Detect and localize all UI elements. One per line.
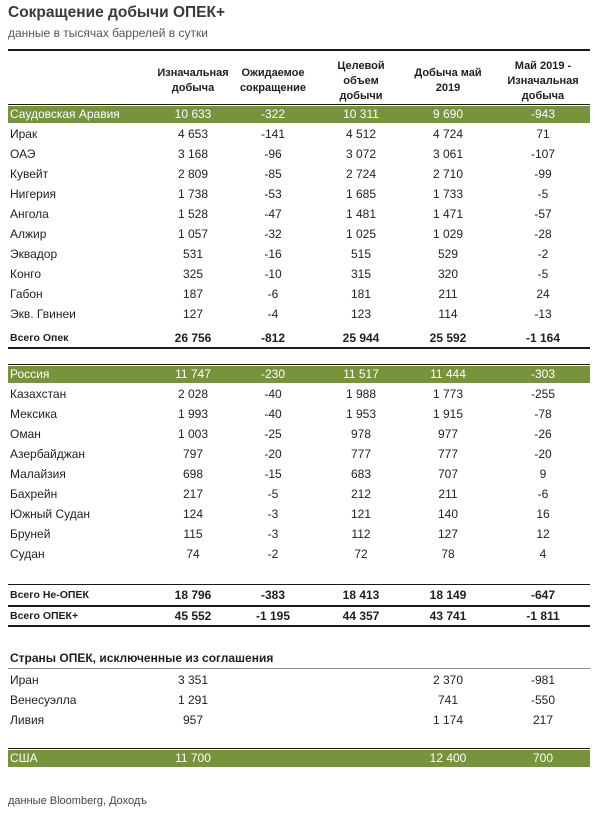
cell-production-may-2019: 1 029 <box>432 227 464 241</box>
cell-country-name: Ливия <box>10 713 45 727</box>
cell-may-vs-initial: 71 <box>536 127 550 141</box>
cell-initial-production: 2 809 <box>177 167 209 181</box>
cell-initial-production: 698 <box>182 467 204 481</box>
cell-production-may-2019: 3 061 <box>432 147 464 161</box>
cell-production-may-2019: 114 <box>438 307 458 321</box>
cell-initial-production: 10 633 <box>174 107 212 121</box>
table-row <box>8 329 590 349</box>
cell-may-vs-initial: -981 <box>530 673 556 687</box>
table-row <box>8 404 590 424</box>
cell-expected-cut: -47 <box>264 207 282 221</box>
cell-initial-production: 11 700 <box>175 751 211 765</box>
cell-may-vs-initial: -5 <box>537 187 549 201</box>
cell-target-volume: 4 512 <box>345 127 377 141</box>
cell-initial-production: 127 <box>182 307 204 321</box>
cell-production-may-2019: 4 724 <box>432 127 464 141</box>
cell-country-name: Эквадор <box>10 247 58 261</box>
cell-target-volume: 3 072 <box>345 147 377 161</box>
cell-may-vs-initial: -255 <box>530 387 556 401</box>
cell-expected-cut: -85 <box>264 167 282 181</box>
table-row <box>8 144 590 164</box>
table-row <box>8 124 590 144</box>
excluded-section-title <box>8 650 590 669</box>
cell-initial-production: 1 057 <box>177 227 209 241</box>
cell-target-volume: 112 <box>351 527 371 541</box>
cell-expected-cut: -322 <box>260 107 286 121</box>
cell-initial-production: 1 738 <box>177 187 209 201</box>
cell-initial-production: 797 <box>182 447 204 461</box>
cell-target-volume: 515 <box>350 247 372 261</box>
cell-target-volume: 123 <box>350 307 372 321</box>
cell-target-volume: 181 <box>350 287 372 301</box>
cell-production-may-2019: 211 <box>438 487 458 501</box>
cell-expected-cut: -2 <box>267 547 279 561</box>
cell-expected-cut: -20 <box>264 447 282 461</box>
table-row <box>8 670 590 690</box>
cell-production-may-2019: 777 <box>437 447 459 461</box>
cell-expected-cut: -32 <box>264 227 282 241</box>
divider <box>8 748 590 749</box>
cell-country-name: Оман <box>10 427 41 441</box>
cell-expected-cut <box>233 710 313 730</box>
table-row <box>8 484 590 504</box>
cell-may-vs-initial: -647 <box>530 588 556 602</box>
cell-may-vs-initial: -550 <box>530 693 556 707</box>
cell-production-may-2019: 1 773 <box>432 387 464 401</box>
cell-country-name: Кувейт <box>10 167 49 181</box>
cell-target-volume: 11 517 <box>343 367 379 381</box>
page-subtitle: данные в тысячах баррелей в сутки <box>8 26 208 40</box>
cell-country-name: Малайзия <box>10 467 66 481</box>
cell-expected-cut: -3 <box>267 507 279 521</box>
cell-country-name: Бахрейн <box>10 487 58 501</box>
table-row <box>8 750 590 767</box>
cell-may-vs-initial: -6 <box>537 487 549 501</box>
table-row <box>8 524 590 544</box>
table-row <box>8 690 590 710</box>
cell-initial-production: 2 028 <box>177 387 209 401</box>
cell-expected-cut: -96 <box>264 147 282 161</box>
cell-may-vs-initial: -107 <box>530 147 556 161</box>
cell-expected-cut: -40 <box>264 387 282 401</box>
cell-initial-production: 74 <box>186 547 200 561</box>
cell-expected-cut: -4 <box>267 307 279 321</box>
divider <box>8 104 590 105</box>
table-row <box>8 444 590 464</box>
header-expected-cut: Ожидаемое сокращение <box>239 67 307 94</box>
table-row <box>8 366 590 383</box>
cell-expected-cut: -383 <box>260 588 286 602</box>
cell-initial-production: 11 747 <box>175 367 211 381</box>
cell-country-name: Россия <box>10 367 50 381</box>
header-target-volume: Целевой объем добычи <box>337 59 385 102</box>
cell-may-vs-initial: -1 811 <box>526 609 560 623</box>
table-row <box>8 304 590 324</box>
table-row <box>8 605 590 627</box>
cell-initial-production: 115 <box>183 527 203 541</box>
cell-country-name: США <box>10 751 38 765</box>
table-row <box>8 544 590 564</box>
cell-expected-cut: -3 <box>267 527 279 541</box>
table-row <box>8 424 590 444</box>
table-row <box>8 204 590 224</box>
cell-production-may-2019: 211 <box>438 287 458 301</box>
cell-expected-cut: -40 <box>264 407 282 421</box>
cell-country-name: Венесуэлла <box>10 693 77 707</box>
cell-initial-production: 217 <box>182 487 204 501</box>
cell-may-vs-initial: 24 <box>536 287 550 301</box>
header-may-vs-initial: Май 2019 - Изначальная добыча <box>507 59 579 102</box>
cell-production-may-2019: 529 <box>437 247 459 261</box>
cell-country-name: Южный Судан <box>10 507 91 521</box>
table-row <box>8 106 590 123</box>
divider <box>8 364 590 365</box>
cell-may-vs-initial: -943 <box>530 107 556 121</box>
cell-country-name: Всего ОПЕК+ <box>10 610 79 622</box>
cell-target-volume <box>321 670 401 690</box>
cell-may-vs-initial: -5 <box>537 267 549 281</box>
table-row <box>8 284 590 304</box>
cell-expected-cut: -141 <box>260 127 286 141</box>
cell-initial-production: 3 351 <box>177 673 209 687</box>
cell-initial-production: 45 552 <box>174 609 212 623</box>
cell-country-name: Казахстан <box>10 387 67 401</box>
cell-target-volume: 315 <box>350 267 372 281</box>
cell-initial-production: 18 796 <box>174 588 212 602</box>
cell-target-volume: 1 025 <box>345 227 377 241</box>
cell-production-may-2019: 25 592 <box>429 331 467 345</box>
cell-expected-cut: -1 195 <box>255 609 291 623</box>
table-row <box>8 464 590 484</box>
cell-may-vs-initial: -57 <box>534 207 552 221</box>
cell-initial-production: 3 168 <box>177 147 209 161</box>
cell-target-volume: 2 724 <box>345 167 377 181</box>
excluded-section-label: Страны ОПЕК, исключенные из соглашения <box>10 651 274 665</box>
cell-production-may-2019: 741 <box>437 693 459 707</box>
cell-expected-cut: -6 <box>267 287 279 301</box>
cell-target-volume: 777 <box>350 447 372 461</box>
cell-target-volume: 72 <box>354 547 368 561</box>
cell-production-may-2019: 707 <box>437 467 459 481</box>
cell-target-volume: 10 311 <box>343 107 379 121</box>
cell-target-volume <box>321 750 401 767</box>
cell-expected-cut: -5 <box>267 487 279 501</box>
cell-may-vs-initial: 217 <box>532 713 554 727</box>
cell-production-may-2019: 2 710 <box>432 167 464 181</box>
cell-target-volume: 1 685 <box>345 187 377 201</box>
cell-production-may-2019: 1 733 <box>432 187 464 201</box>
source-note: данные Bloomberg, Доходъ <box>8 795 147 807</box>
cell-country-name: Габон <box>10 287 43 301</box>
cell-production-may-2019: 1 174 <box>432 713 464 727</box>
table-row <box>8 164 590 184</box>
top-divider <box>8 49 590 51</box>
table-row <box>8 264 590 284</box>
cell-initial-production: 531 <box>182 247 204 261</box>
cell-expected-cut: -53 <box>264 187 282 201</box>
cell-target-volume: 1 481 <box>345 207 377 221</box>
header-production-may-2019: Добыча май 2019 <box>414 67 482 94</box>
cell-production-may-2019: 977 <box>437 427 459 441</box>
cell-production-may-2019: 11 444 <box>430 367 466 381</box>
cell-target-volume: 212 <box>350 487 372 501</box>
cell-may-vs-initial: -1 164 <box>525 331 561 345</box>
cell-expected-cut: -812 <box>260 331 286 345</box>
table-row <box>8 384 590 404</box>
cell-may-vs-initial: -20 <box>534 447 552 461</box>
cell-expected-cut: -15 <box>264 467 282 481</box>
cell-may-vs-initial: -26 <box>534 427 552 441</box>
cell-expected-cut <box>233 690 313 710</box>
cell-target-volume: 1 953 <box>345 407 377 421</box>
cell-target-volume: 683 <box>350 467 372 481</box>
cell-country-name: Всего Не-ОПЕК <box>10 589 89 601</box>
cell-expected-cut: -25 <box>264 427 282 441</box>
cell-target-volume: 44 357 <box>342 609 380 623</box>
cell-country-name: Нигерия <box>10 187 57 201</box>
cell-target-volume: 121 <box>350 507 372 521</box>
cell-production-may-2019: 12 400 <box>429 751 467 765</box>
table-row <box>8 585 590 605</box>
cell-production-may-2019: 2 370 <box>432 673 464 687</box>
cell-may-vs-initial: -13 <box>534 307 552 321</box>
cell-may-vs-initial: 4 <box>539 547 547 561</box>
cell-production-may-2019: 127 <box>437 527 459 541</box>
table-row <box>8 184 590 204</box>
cell-target-volume: 978 <box>350 427 372 441</box>
cell-may-vs-initial: 12 <box>536 527 550 541</box>
cell-production-may-2019: 320 <box>437 267 459 281</box>
cell-country-name: ОАЭ <box>10 147 36 161</box>
cell-country-name: Азербайджан <box>10 447 86 461</box>
cell-country-name: Мексика <box>10 407 58 421</box>
cell-may-vs-initial: -303 <box>530 367 556 381</box>
cell-may-vs-initial: -2 <box>537 247 549 261</box>
cell-expected-cut: -230 <box>260 367 286 381</box>
cell-initial-production: 1 528 <box>177 207 209 221</box>
cell-production-may-2019: 1 471 <box>432 207 464 221</box>
cell-expected-cut: -10 <box>264 267 282 281</box>
cell-country-name: Бруней <box>10 527 51 541</box>
cell-production-may-2019: 9 690 <box>432 107 464 121</box>
cell-initial-production: 1 003 <box>177 427 209 441</box>
page-title: Сокращение добычи ОПЕК+ <box>8 4 226 21</box>
cell-country-name: Судан <box>10 547 45 561</box>
cell-initial-production: 957 <box>182 713 204 727</box>
table-row <box>8 224 590 244</box>
cell-may-vs-initial: 16 <box>536 507 550 521</box>
cell-production-may-2019: 140 <box>437 507 459 521</box>
header-initial-production: Изначальная добыча <box>157 67 229 94</box>
cell-may-vs-initial: 700 <box>532 751 554 765</box>
cell-target-volume: 18 413 <box>342 588 380 602</box>
cell-expected-cut <box>233 670 313 690</box>
cell-initial-production: 1 291 <box>177 693 209 707</box>
cell-initial-production: 325 <box>182 267 204 281</box>
cell-may-vs-initial: -78 <box>534 407 552 421</box>
table-row <box>8 244 590 264</box>
cell-initial-production: 124 <box>182 507 204 521</box>
cell-country-name: Ирак <box>10 127 38 141</box>
cell-production-may-2019: 78 <box>441 547 455 561</box>
cell-country-name: Иран <box>10 673 39 687</box>
cell-production-may-2019: 43 741 <box>429 609 467 623</box>
cell-production-may-2019: 1 915 <box>432 407 464 421</box>
cell-country-name: Всего Опек <box>10 332 69 344</box>
cell-initial-production: 187 <box>182 287 204 301</box>
cell-country-name: Экв. Гвинеи <box>10 307 76 321</box>
cell-target-volume <box>321 690 401 710</box>
cell-expected-cut <box>233 750 313 767</box>
table-row <box>8 504 590 524</box>
cell-target-volume: 1 988 <box>345 387 377 401</box>
table-row <box>8 710 590 730</box>
cell-may-vs-initial: 9 <box>539 467 547 481</box>
cell-initial-production: 1 993 <box>177 407 209 421</box>
cell-may-vs-initial: -28 <box>534 227 552 241</box>
cell-country-name: Конго <box>10 267 42 281</box>
cell-country-name: Алжир <box>10 227 47 241</box>
cell-target-volume: 25 944 <box>342 331 380 345</box>
table-header <box>8 60 590 102</box>
cell-initial-production: 26 756 <box>174 331 212 345</box>
cell-initial-production: 4 653 <box>177 127 209 141</box>
cell-expected-cut: -16 <box>264 247 282 261</box>
cell-may-vs-initial: -99 <box>534 167 552 181</box>
cell-production-may-2019: 18 149 <box>429 588 467 602</box>
cell-country-name: Ангола <box>10 207 49 221</box>
cell-target-volume <box>321 710 401 730</box>
cell-country-name: Саудовская Аравия <box>10 107 120 121</box>
